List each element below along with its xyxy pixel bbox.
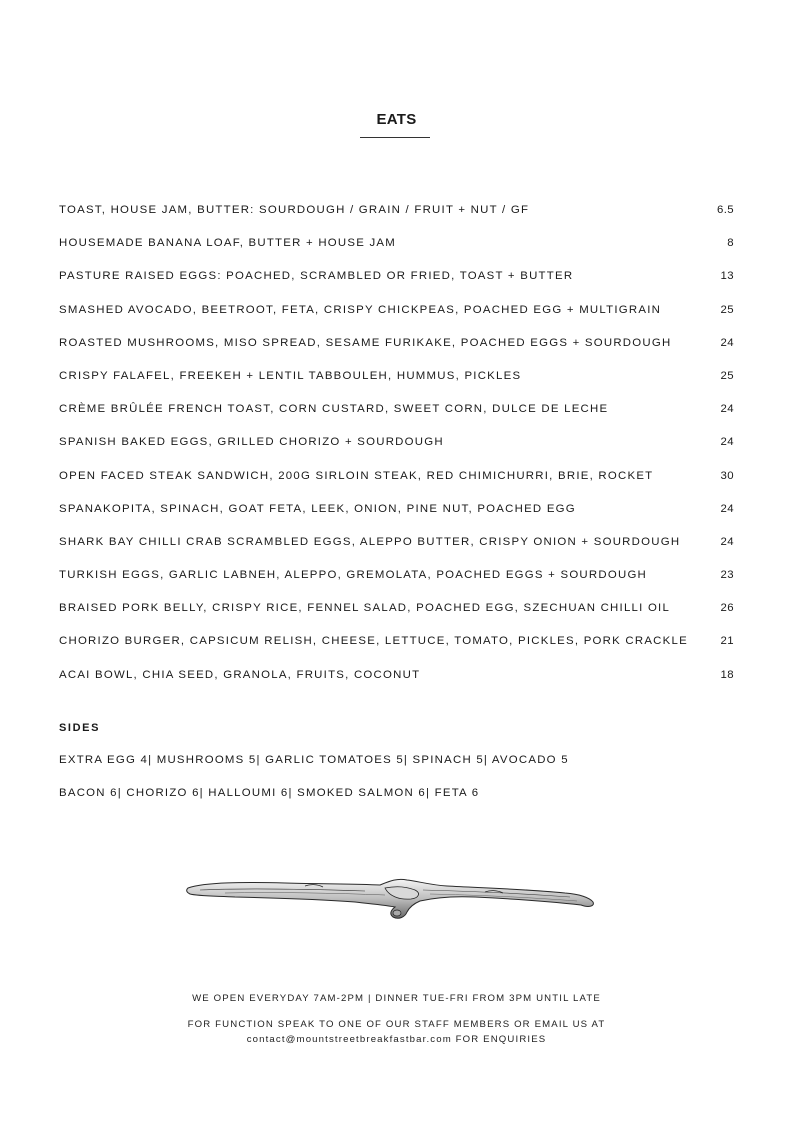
menu-item-name: ROASTED MUSHROOMS, MISO SPREAD, SESAME FURIKAKE, POACHED EGGS + SOURDOUGH (59, 336, 672, 349)
menu-item (59, 602, 734, 635)
menu-item-price: 24 (720, 336, 734, 349)
menu-item (59, 337, 734, 370)
menu-item-name: SPANAKOPITA, SPINACH, GOAT FETA, LEEK, ONION, PINE NUT, POACHED EGG (59, 502, 576, 515)
menu-item (59, 403, 734, 436)
page-title: EATS (376, 111, 417, 128)
branch-icon (185, 868, 597, 924)
menu-item-name: PASTURE RAISED EGGS: POACHED, SCRAMBLED OR FRIED, TOAST + BUTTER (59, 270, 574, 283)
menu-item (59, 304, 734, 337)
menu-item-price: 25 (720, 369, 734, 382)
menu-item (59, 237, 734, 270)
menu-item-price: 21 (720, 635, 734, 648)
menu-item-name: CRISPY FALAFEL, FREEKEH + LENTIL TABBOULEH, HUMMUS, PICKLES (59, 369, 522, 382)
menu-item-name: CHORIZO BURGER, CAPSICUM RELISH, CHEESE, LETTUCE, TOMATO, PICKLES, PORK CRACKLE (59, 635, 688, 648)
menu-item-price: 18 (720, 668, 734, 681)
title-underline (360, 137, 430, 138)
menu-item-name: CRÈME BRÛLÉE FRENCH TOAST, CORN CUSTARD, SWEET CORN, DULCE DE LECHE (59, 403, 609, 416)
menu-item (59, 669, 734, 702)
contact-email: contact@mountstreetbreakfastbar.com FOR ENQUIRIES (246, 1034, 547, 1045)
menu-item (59, 569, 734, 602)
function-info: FOR FUNCTION SPEAK TO ONE OF OUR STAFF MEMBERS OR EMAIL US AT (187, 1019, 606, 1030)
menu-item-name: BRAISED PORK BELLY, CRISPY RICE, FENNEL SALAD, POACHED EGG, SZECHUAN CHILLI OIL (59, 602, 671, 615)
menu-item (59, 503, 734, 536)
menu-item-price: 6.5 (716, 204, 734, 216)
menu-item-price: 24 (720, 535, 734, 548)
menu-item (59, 635, 734, 668)
menu-item-price: 13 (720, 270, 734, 283)
menu-item (59, 436, 734, 469)
menu-list (59, 204, 734, 702)
menu-item-name: TURKISH EGGS, GARLIC LABNEH, ALEPPO, GREMOLATA, POACHED EGGS + SOURDOUGH (59, 569, 648, 582)
menu-item-name: SHARK BAY CHILLI CRAB SCRAMBLED EGGS, ALEPPO BUTTER, CRISPY ONION + SOURDOUGH (59, 535, 681, 548)
menu-item-price: 23 (720, 569, 734, 582)
menu-item (59, 470, 734, 503)
menu-item-price: 30 (720, 469, 734, 482)
sides-line: BACON 6| CHORIZO 6| HALLOUMI 6| SMOKED SALMON 6| FETA 6 (59, 787, 480, 799)
menu-item-name: SMASHED AVOCADO, BEETROOT, FETA, CRISPY CHICKPEAS, POACHED EGG + MULTIGRAIN (59, 303, 662, 316)
menu-item-price: 24 (720, 403, 734, 416)
menu-item (59, 204, 734, 237)
menu-item-price: 8 (727, 237, 734, 250)
menu-item-price: 24 (720, 436, 734, 449)
menu-item-name: TOAST, HOUSE JAM, BUTTER: SOURDOUGH / GRAIN / FRUIT + NUT / GF (59, 204, 530, 216)
menu-item-name: SPANISH BAKED EGGS, GRILLED CHORIZO + SOURDOUGH (59, 436, 444, 449)
menu-item-price: 24 (720, 502, 734, 515)
menu-item (59, 270, 734, 303)
menu-item (59, 370, 734, 403)
menu-item-name: HOUSEMADE BANANA LOAF, BUTTER + HOUSE JAM (59, 237, 397, 250)
opening-hours: WE OPEN EVERYDAY 7AM-2PM | DINNER TUE-FRI FROM 3PM UNTIL LATE (192, 993, 601, 1004)
menu-item-price: 26 (720, 602, 734, 615)
menu-item-name: ACAI BOWL, CHIA SEED, GRANOLA, FRUITS, COCONUT (59, 668, 421, 681)
menu-item-name: OPEN FACED STEAK SANDWICH, 200G SIRLOIN STEAK, RED CHIMICHURRI, BRIE, ROCKET (59, 469, 654, 482)
menu-item (59, 536, 734, 569)
sides-heading: SIDES (59, 722, 101, 734)
menu-item-price: 25 (720, 303, 734, 316)
sides-line: EXTRA EGG 4| MUSHROOMS 5| GARLIC TOMATOES 5| SPINACH 5| AVOCADO 5 (59, 754, 569, 766)
